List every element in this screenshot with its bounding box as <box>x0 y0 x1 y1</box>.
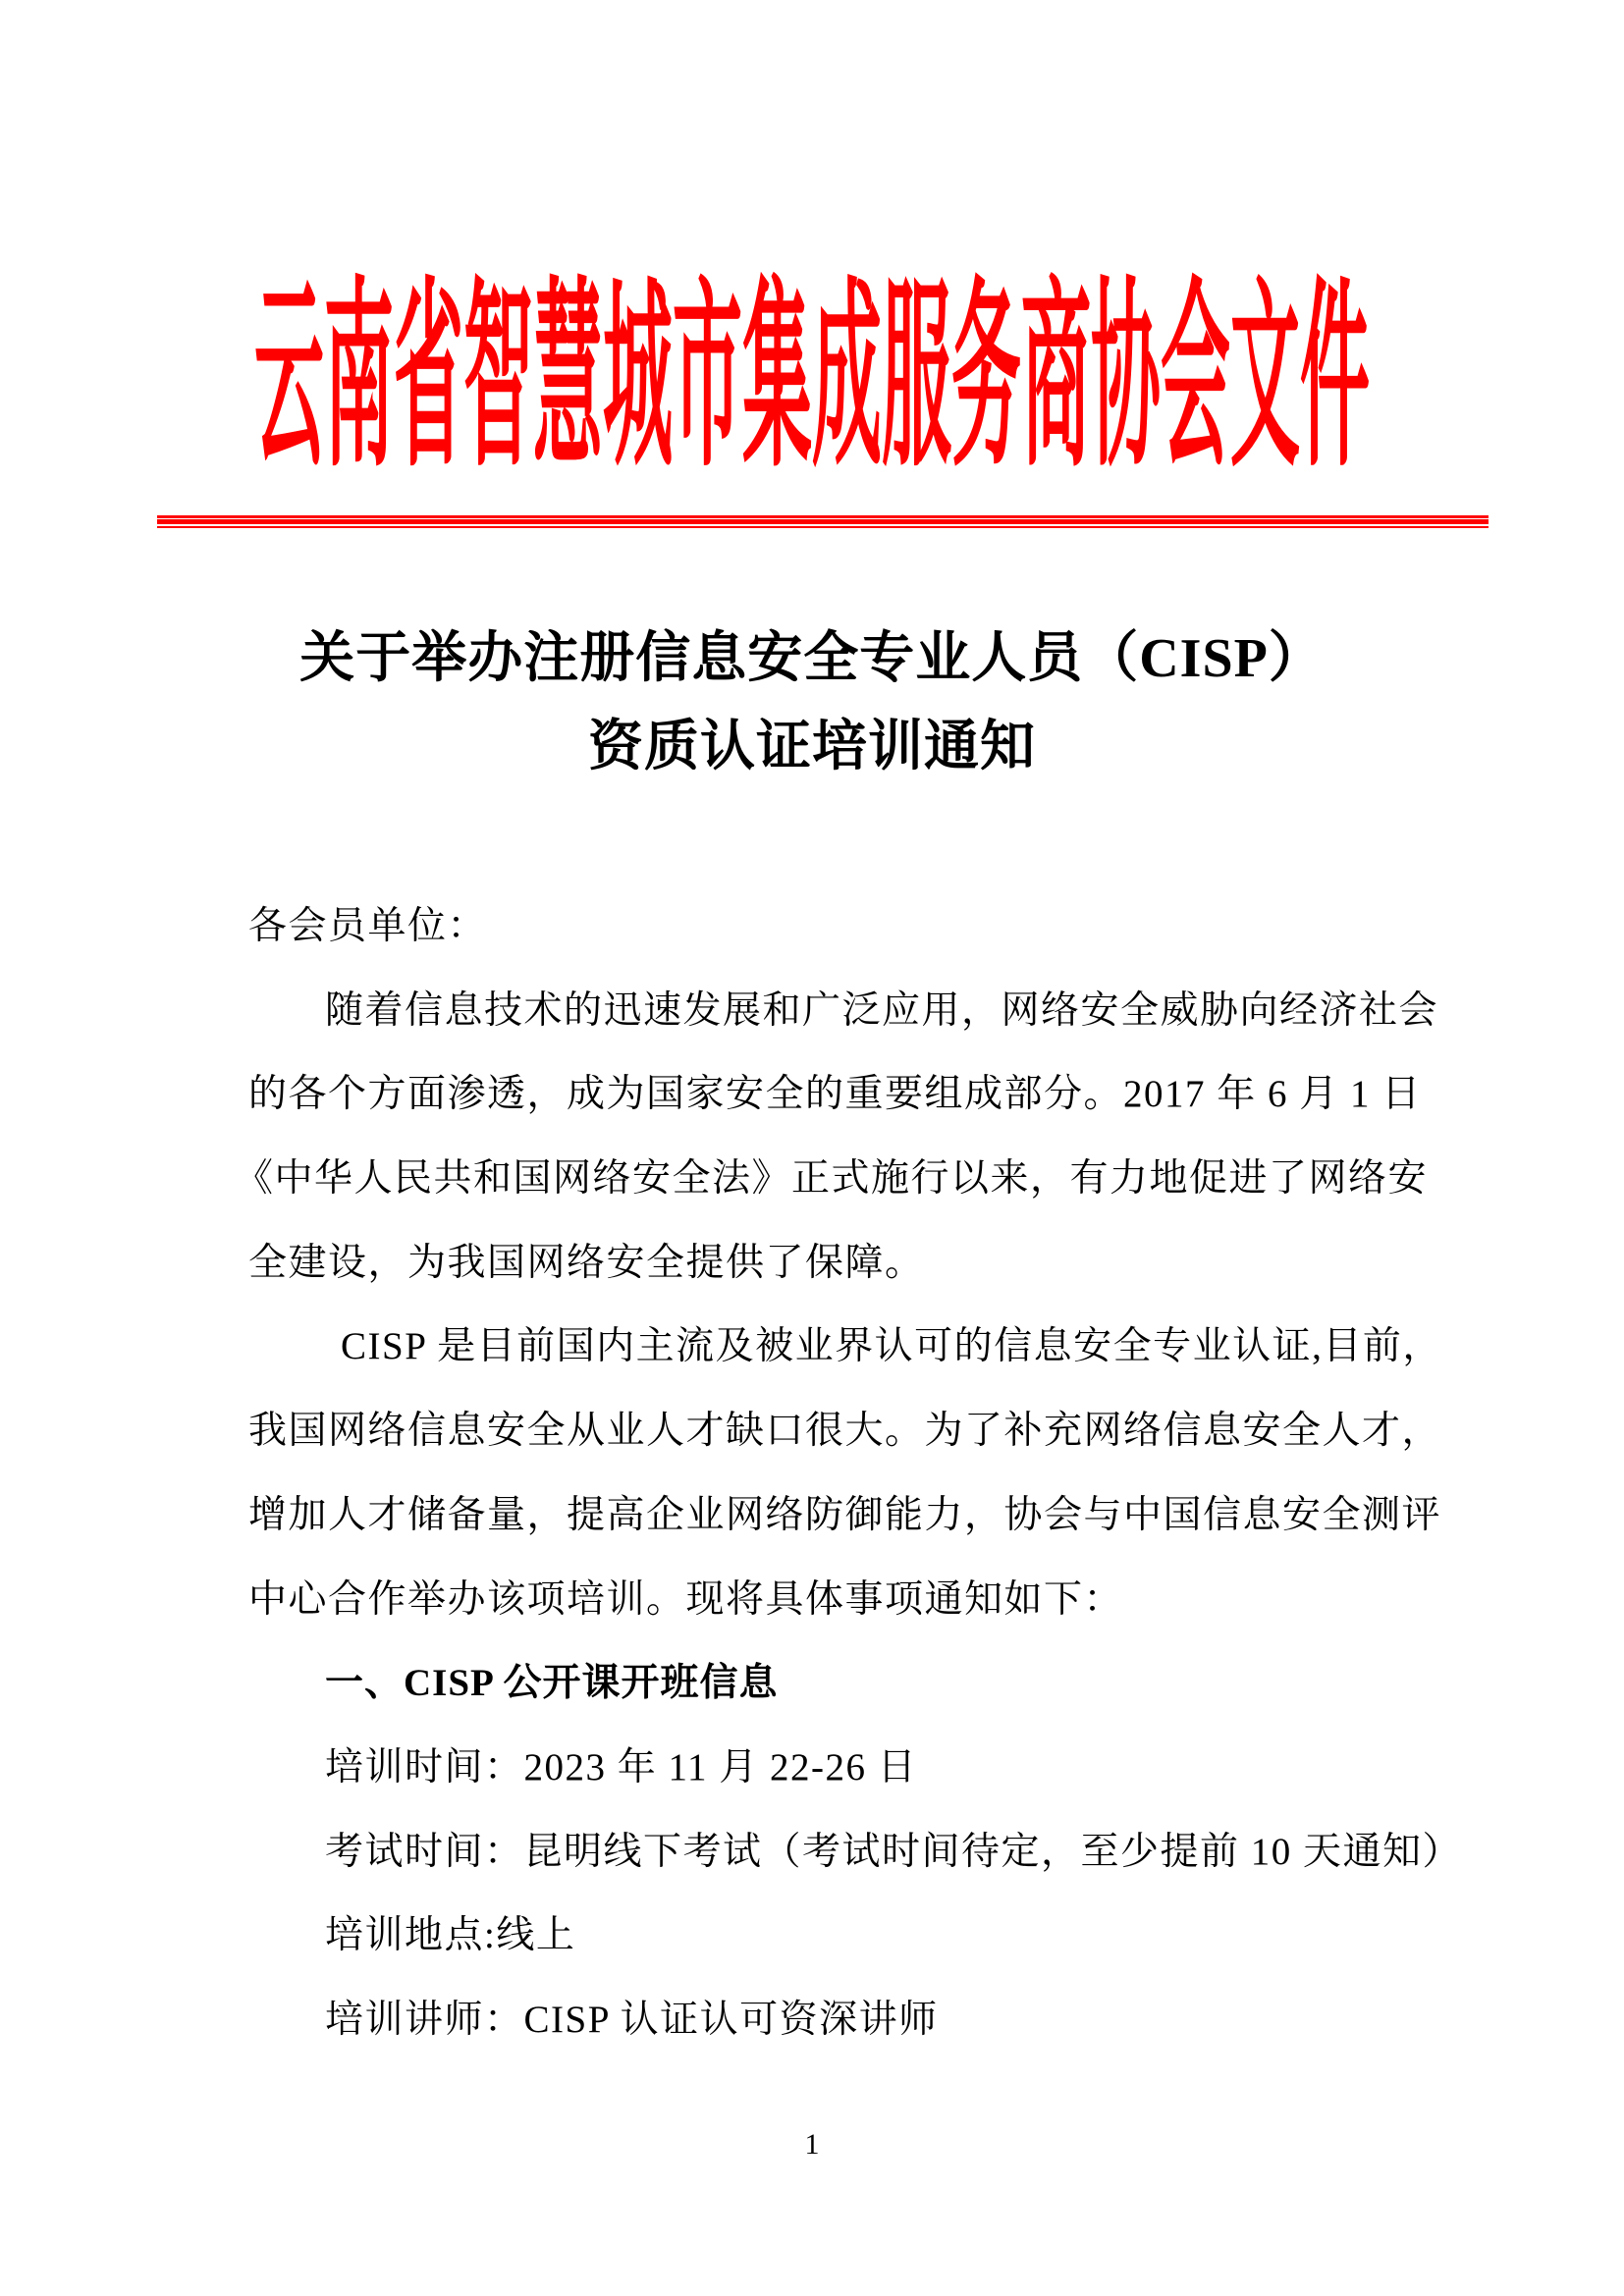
para1-line-1: 随着信息技术的迅速发展和广泛应用，网络安全威胁向经济社会 <box>325 988 1439 1032</box>
letterhead-title: 云南省智慧城市集成服务商协会文件 <box>253 266 1370 493</box>
salutation: 各会员单位： <box>248 905 488 947</box>
para2-line-2: 我国网络信息安全从业人才缺口很大。为了补充网络信息安全人才， <box>248 1410 1442 1453</box>
para2-line-4: 中心合作举办该项培训。现将具体事项通知如下： <box>248 1577 1124 1621</box>
section-1-heading: 一、CISP 公开课开班信息 <box>325 1662 779 1705</box>
document-body <box>235 884 1466 2062</box>
info-exam-time: 考试时间：昆明线下考试（考试时间待定，至少提前 10 天通知） <box>325 1830 1463 1873</box>
para1-line-2: 的各个方面渗透，成为国家安全的重要组成部分。2017 年 6 月 1 日 <box>248 1073 1422 1116</box>
document-title-line-2: 资质认证培训通知 <box>588 717 1036 777</box>
para1-line-3: 《中华人民共和国网络安全法》正式施行以来，有力地促进了网络安 <box>235 1157 1429 1201</box>
para2-line-3: 增加人才储备量，提高企业网络防御能力，协会与中国信息安全测评 <box>248 1493 1442 1536</box>
info-training-location: 培训地点:线上 <box>325 1914 576 1957</box>
page-number: 1 <box>804 2128 820 2161</box>
info-training-instructor: 培训讲师：CISP 认证认可资深讲师 <box>325 1998 939 2041</box>
para2-line-1: CISP 是目前国内主流及被业界认可的信息安全专业认证,目前， <box>341 1325 1442 1368</box>
para1-line-4: 全建设，为我国网络安全提供了保障。 <box>248 1241 925 1284</box>
info-training-time: 培训时间：2023 年 11 月 22-26 日 <box>325 1745 918 1789</box>
letterhead-divider <box>157 515 1489 528</box>
association-letterhead <box>0 266 1624 493</box>
document-title-line-1: 关于举办注册信息安全专业人员（CISP） <box>299 628 1325 689</box>
